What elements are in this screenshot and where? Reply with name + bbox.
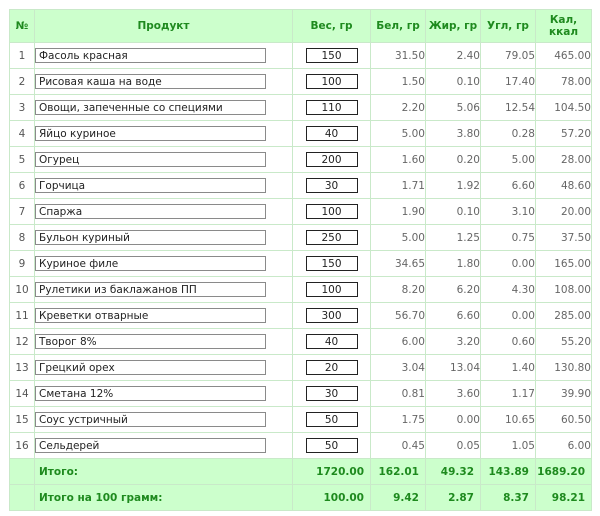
protein-value: 34.65 <box>371 251 426 277</box>
fat-value: 0.20 <box>426 147 481 173</box>
weight-cell <box>293 303 371 329</box>
carb-value: 1.40 <box>481 355 536 381</box>
total-spacer <box>10 485 35 511</box>
protein-value: 1.60 <box>371 147 426 173</box>
carb-value: 79.05 <box>481 43 536 69</box>
header-carb: Угл, гр <box>481 10 536 43</box>
row-number: 6 <box>10 173 35 199</box>
protein-value: 3.04 <box>371 355 426 381</box>
carb-value: 3.10 <box>481 199 536 225</box>
carb-value: 5.00 <box>481 147 536 173</box>
carb-value: 1.17 <box>481 381 536 407</box>
weight-input[interactable] <box>306 308 358 323</box>
row-number: 13 <box>10 355 35 381</box>
total-weight: 100.00 <box>293 485 371 511</box>
header-fat: Жир, гр <box>426 10 481 43</box>
fat-value: 6.20 <box>426 277 481 303</box>
kcal-value: 78.00 <box>536 69 592 95</box>
row-number: 16 <box>10 433 35 459</box>
product-cell <box>35 433 293 459</box>
row-number: 5 <box>10 147 35 173</box>
product-name-input[interactable] <box>35 178 266 193</box>
product-name-input[interactable] <box>35 282 266 297</box>
table-row <box>10 225 592 251</box>
row-number: 2 <box>10 69 35 95</box>
total-label: Итого на 100 грамм: <box>35 485 293 511</box>
kcal-value: 57.20 <box>536 121 592 147</box>
total-label: Итого: <box>35 459 293 485</box>
product-cell <box>35 381 293 407</box>
total-kcal: 98.21 <box>536 485 592 511</box>
weight-cell <box>293 43 371 69</box>
header-kcal: Кал, ккал <box>536 10 592 43</box>
carb-value: 6.60 <box>481 173 536 199</box>
weight-input[interactable] <box>306 412 358 427</box>
row-number: 11 <box>10 303 35 329</box>
kcal-value: 37.50 <box>536 225 592 251</box>
weight-input[interactable] <box>306 438 358 453</box>
weight-cell <box>293 199 371 225</box>
carb-value: 0.00 <box>481 251 536 277</box>
product-name-input[interactable] <box>35 100 266 115</box>
fat-value: 13.04 <box>426 355 481 381</box>
fat-value: 1.80 <box>426 251 481 277</box>
table-row <box>10 329 592 355</box>
carb-value: 0.00 <box>481 303 536 329</box>
product-name-input[interactable] <box>35 334 266 349</box>
product-cell <box>35 43 293 69</box>
weight-input[interactable] <box>306 126 358 141</box>
weight-cell <box>293 251 371 277</box>
table-row <box>10 433 592 459</box>
protein-value: 31.50 <box>371 43 426 69</box>
weight-input[interactable] <box>306 282 358 297</box>
total-protein: 9.42 <box>371 485 426 511</box>
protein-value: 0.45 <box>371 433 426 459</box>
product-cell <box>35 303 293 329</box>
protein-value: 1.90 <box>371 199 426 225</box>
table-row <box>10 121 592 147</box>
totals-rows <box>10 459 592 511</box>
weight-cell <box>293 95 371 121</box>
protein-value: 5.00 <box>371 225 426 251</box>
product-name-input[interactable] <box>35 126 266 141</box>
fat-value: 0.05 <box>426 433 481 459</box>
fat-value: 3.80 <box>426 121 481 147</box>
product-cell <box>35 121 293 147</box>
product-cell <box>35 225 293 251</box>
fat-value: 2.40 <box>426 43 481 69</box>
row-number: 15 <box>10 407 35 433</box>
protein-value: 5.00 <box>371 121 426 147</box>
kcal-value: 60.50 <box>536 407 592 433</box>
kcal-value: 130.80 <box>536 355 592 381</box>
weight-input[interactable] <box>306 360 358 375</box>
carb-value: 12.54 <box>481 95 536 121</box>
product-cell <box>35 407 293 433</box>
table-row <box>10 303 592 329</box>
product-name-input[interactable] <box>35 230 266 245</box>
product-rows <box>10 43 592 459</box>
weight-input[interactable] <box>306 230 358 245</box>
weight-cell <box>293 433 371 459</box>
fat-value: 0.10 <box>426 199 481 225</box>
kcal-value: 465.00 <box>536 43 592 69</box>
product-cell <box>35 69 293 95</box>
product-name-input[interactable] <box>35 152 266 167</box>
weight-input[interactable] <box>306 100 358 115</box>
total-protein: 162.01 <box>371 459 426 485</box>
header-protein: Бел, гр <box>371 10 426 43</box>
weight-cell <box>293 329 371 355</box>
kcal-value: 104.50 <box>536 95 592 121</box>
total-fat: 49.32 <box>426 459 481 485</box>
protein-value: 1.71 <box>371 173 426 199</box>
header-weight: Вес, гр <box>293 10 371 43</box>
product-name-input[interactable] <box>35 48 266 63</box>
product-name-input[interactable] <box>35 412 266 427</box>
product-cell <box>35 355 293 381</box>
kcal-value: 165.00 <box>536 251 592 277</box>
weight-cell <box>293 277 371 303</box>
header-row <box>10 10 592 43</box>
protein-value: 1.75 <box>371 407 426 433</box>
weight-input[interactable] <box>306 204 358 219</box>
fat-value: 6.60 <box>426 303 481 329</box>
protein-value: 0.81 <box>371 381 426 407</box>
table-row <box>10 199 592 225</box>
weight-cell <box>293 407 371 433</box>
total-row <box>10 459 592 485</box>
table-row <box>10 173 592 199</box>
table-row <box>10 251 592 277</box>
header-product: Продукт <box>35 10 293 43</box>
product-name-input[interactable] <box>35 360 266 375</box>
table-row <box>10 407 592 433</box>
weight-input[interactable] <box>306 334 358 349</box>
product-name-input[interactable] <box>35 438 266 453</box>
total-carb: 143.89 <box>481 459 536 485</box>
fat-value: 1.25 <box>426 225 481 251</box>
carb-value: 4.30 <box>481 277 536 303</box>
nutrition-calculator-table <box>9 9 592 511</box>
product-cell <box>35 329 293 355</box>
product-name-input[interactable] <box>35 204 266 219</box>
kcal-value: 285.00 <box>536 303 592 329</box>
weight-cell <box>293 381 371 407</box>
carb-value: 0.75 <box>481 225 536 251</box>
product-name-input[interactable] <box>35 74 266 89</box>
weight-input[interactable] <box>306 178 358 193</box>
weight-cell <box>293 69 371 95</box>
weight-cell <box>293 121 371 147</box>
product-cell <box>35 277 293 303</box>
protein-value: 1.50 <box>371 69 426 95</box>
total-per-100g-row <box>10 485 592 511</box>
carb-value: 10.65 <box>481 407 536 433</box>
product-name-input[interactable] <box>35 308 266 323</box>
fat-value: 5.06 <box>426 95 481 121</box>
weight-input[interactable] <box>306 48 358 63</box>
fat-value: 0.10 <box>426 69 481 95</box>
total-spacer <box>10 459 35 485</box>
fat-value: 1.92 <box>426 173 481 199</box>
weight-input[interactable] <box>306 152 358 167</box>
row-number: 12 <box>10 329 35 355</box>
total-fat: 2.87 <box>426 485 481 511</box>
kcal-value: 6.00 <box>536 433 592 459</box>
kcal-value: 48.60 <box>536 173 592 199</box>
row-number: 3 <box>10 95 35 121</box>
protein-value: 56.70 <box>371 303 426 329</box>
protein-value: 2.20 <box>371 95 426 121</box>
total-weight: 1720.00 <box>293 459 371 485</box>
carb-value: 0.60 <box>481 329 536 355</box>
table-row <box>10 381 592 407</box>
total-kcal: 1689.20 <box>536 459 592 485</box>
product-cell <box>35 173 293 199</box>
table-row <box>10 277 592 303</box>
row-number: 4 <box>10 121 35 147</box>
protein-value: 8.20 <box>371 277 426 303</box>
weight-cell <box>293 355 371 381</box>
row-number: 10 <box>10 277 35 303</box>
product-cell <box>35 251 293 277</box>
fat-value: 0.00 <box>426 407 481 433</box>
row-number: 8 <box>10 225 35 251</box>
row-number: 14 <box>10 381 35 407</box>
product-cell <box>35 199 293 225</box>
weight-input[interactable] <box>306 386 358 401</box>
weight-input[interactable] <box>306 74 358 89</box>
kcal-value: 108.00 <box>536 277 592 303</box>
product-name-input[interactable] <box>35 386 266 401</box>
protein-value: 6.00 <box>371 329 426 355</box>
kcal-value: 20.00 <box>536 199 592 225</box>
weight-cell <box>293 147 371 173</box>
total-carb: 8.37 <box>481 485 536 511</box>
header-num: № <box>10 10 35 43</box>
weight-cell <box>293 225 371 251</box>
kcal-value: 39.90 <box>536 381 592 407</box>
row-number: 1 <box>10 43 35 69</box>
table-row <box>10 69 592 95</box>
table-row <box>10 355 592 381</box>
weight-cell <box>293 173 371 199</box>
product-name-input[interactable] <box>35 256 266 271</box>
carb-value: 0.28 <box>481 121 536 147</box>
fat-value: 3.60 <box>426 381 481 407</box>
kcal-value: 55.20 <box>536 329 592 355</box>
table-row <box>10 43 592 69</box>
carb-value: 17.40 <box>481 69 536 95</box>
weight-input[interactable] <box>306 256 358 271</box>
table-row <box>10 95 592 121</box>
product-cell <box>35 95 293 121</box>
table-row <box>10 147 592 173</box>
kcal-value: 28.00 <box>536 147 592 173</box>
row-number: 7 <box>10 199 35 225</box>
product-cell <box>35 147 293 173</box>
row-number: 9 <box>10 251 35 277</box>
carb-value: 1.05 <box>481 433 536 459</box>
fat-value: 3.20 <box>426 329 481 355</box>
